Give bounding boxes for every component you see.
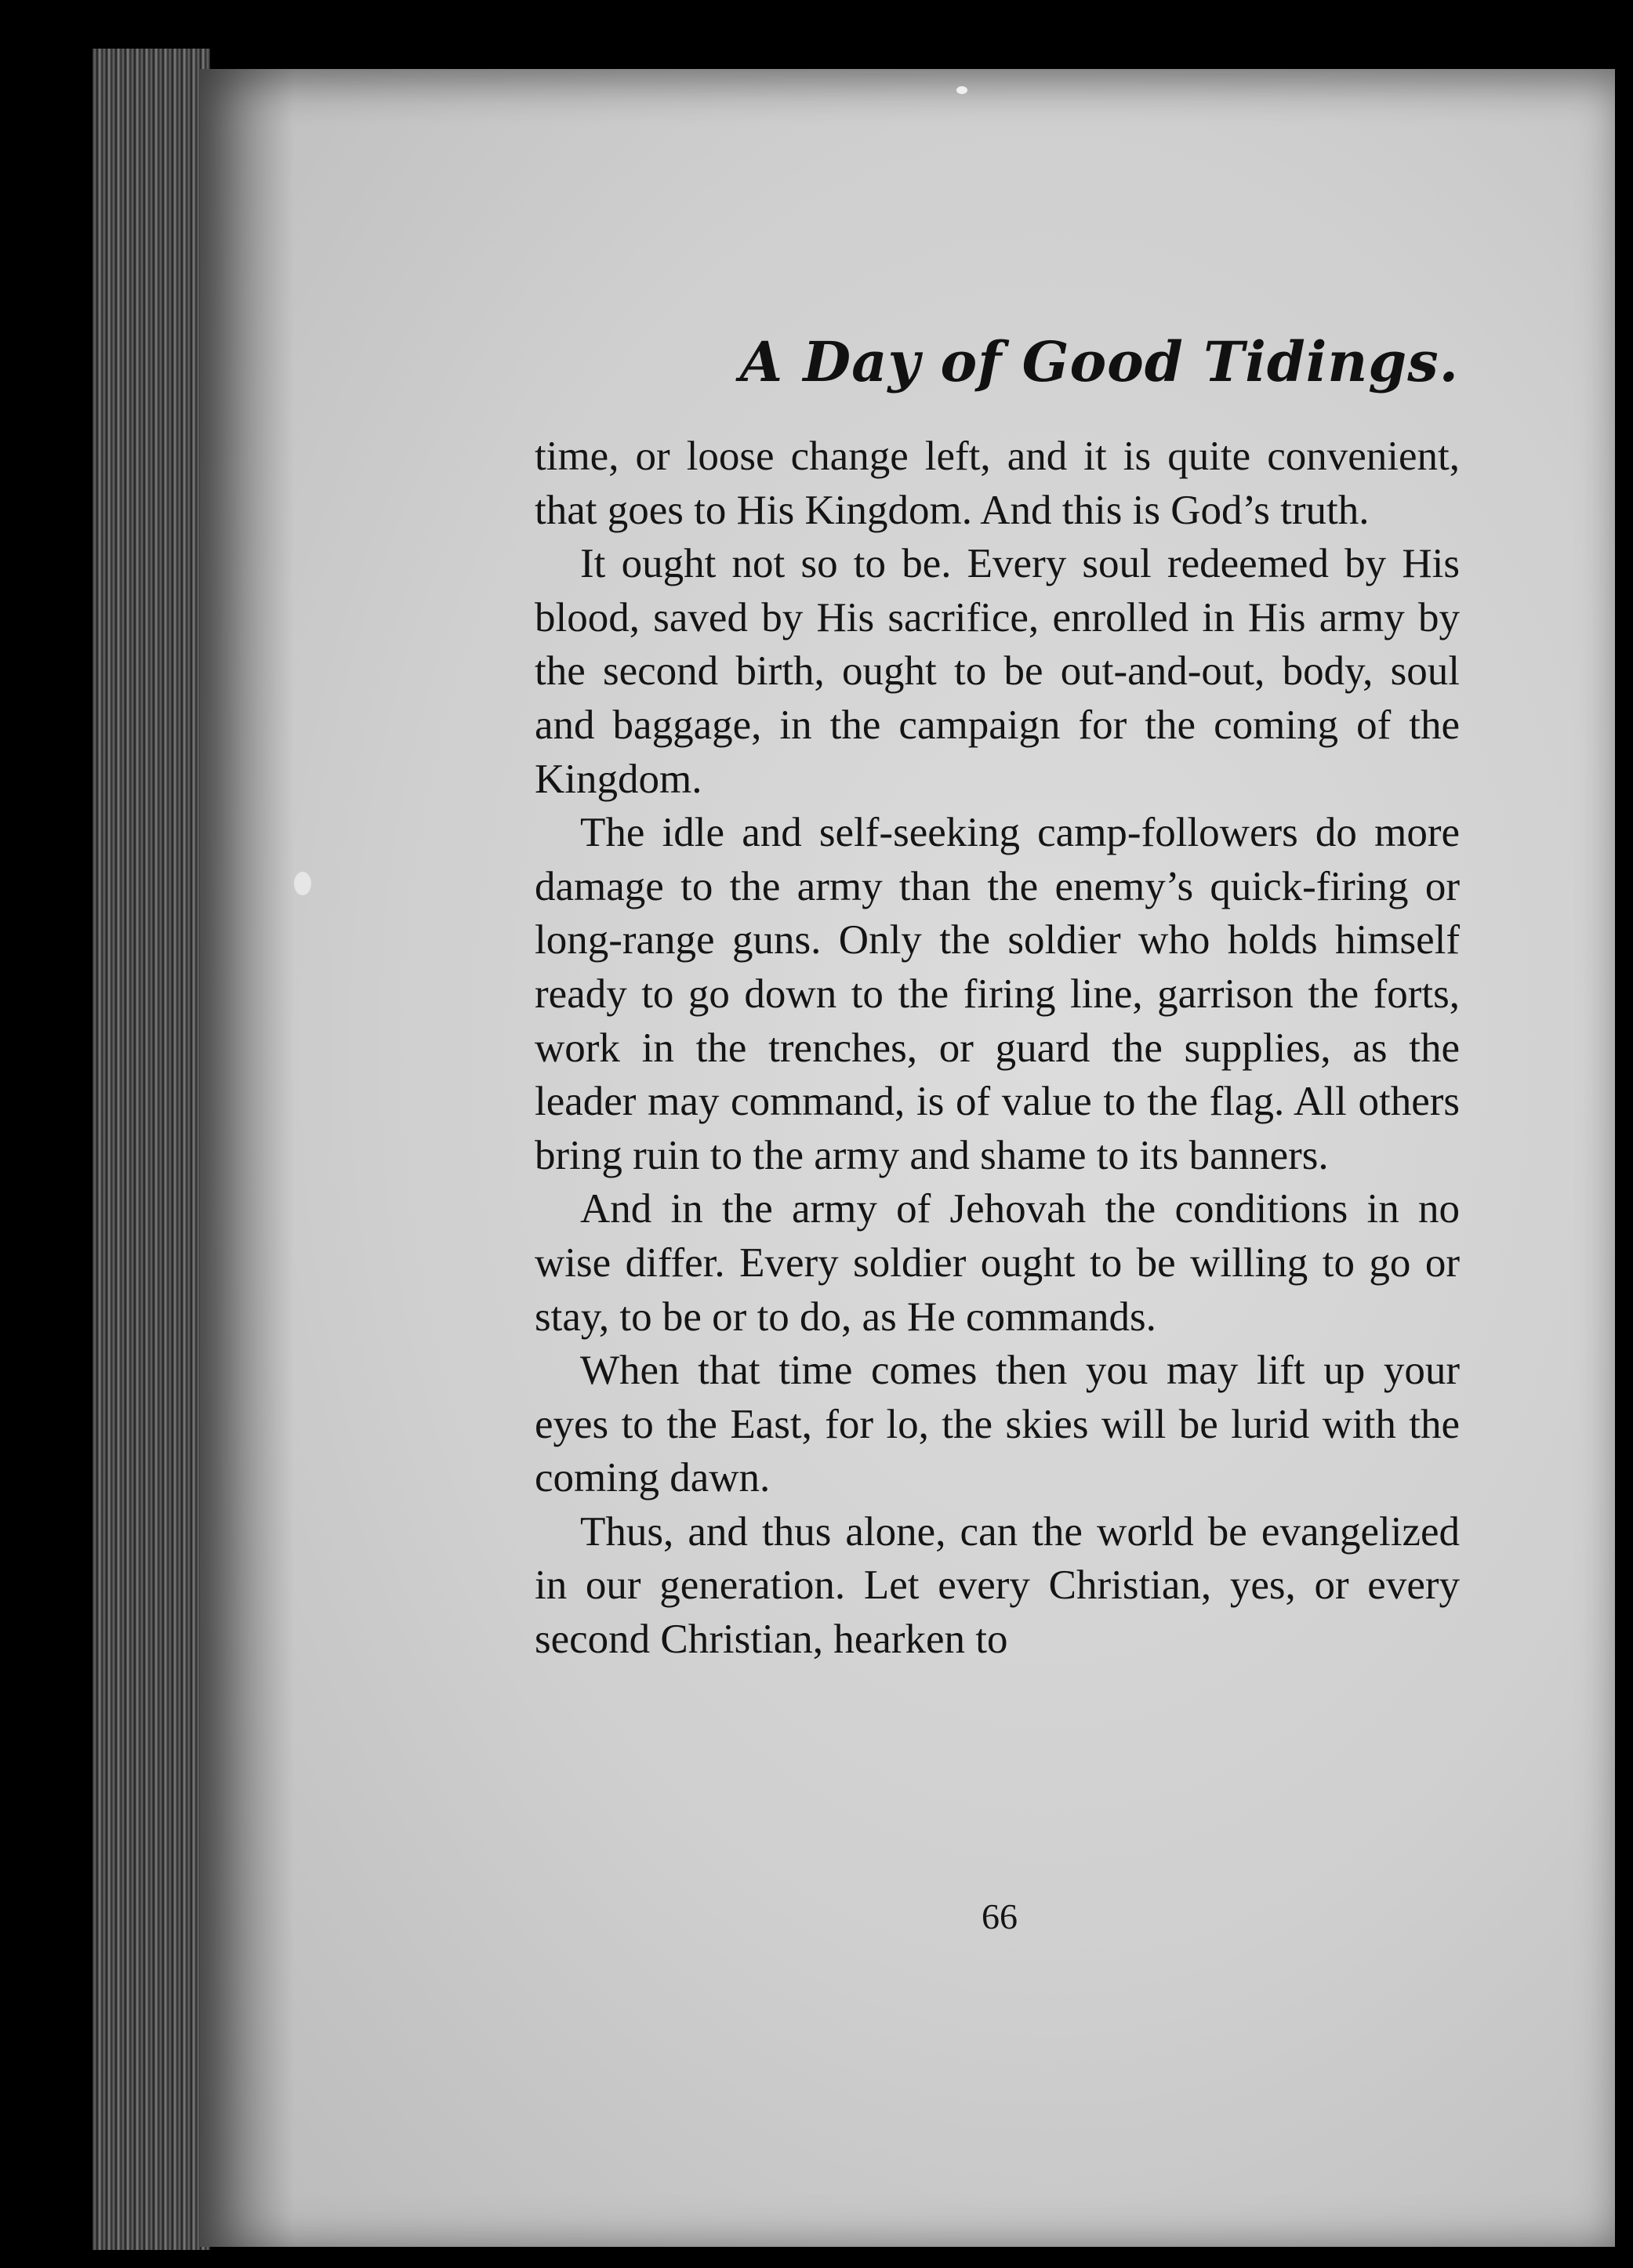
- page-number: 66: [982, 1896, 1018, 1936]
- body-text: [535, 430, 1460, 1667]
- dust-speck: [294, 872, 311, 895]
- paragraph: It ought not so to be. Every soul redeemed by His blood, saved by His sacrifice, enrolled in His army by the second birth, ought to be out-and-out, body, soul and baggage, in the campaign for the coming of the Kingdom.: [535, 541, 1460, 802]
- gutter-shadow: [200, 69, 294, 2247]
- paragraph: The idle and self-seeking camp-followers do more damage to the army than the enemy’s quick-firing or long-range guns. Only the soldier who holds himself ready to go down to the firing line, garrison the forts, work in the trenches, or guard the supplies, as the leader may command, is of value to the flag. All others bring ruin to the army and shame to its banners.: [535, 810, 1460, 1178]
- paragraph: time, or loose change left, and it is quite convenient, that goes to His Kingdom. And this is God’s truth.: [535, 434, 1460, 533]
- page-edges: [93, 49, 210, 2250]
- dust-speck: [956, 86, 967, 94]
- paragraph: When that time comes then you may lift up your eyes to the East, for lo, the skies will be lurid with the coming dawn.: [535, 1348, 1460, 1501]
- paragraph: Thus, and thus alone, can the world be evangelized in our generation. Let every Christian, yes, or every second Christian, hearken to: [535, 1508, 1460, 1663]
- paragraph: And in the army of Jehovah the conditions in no wise differ. Every soldier ought to be willing to go or stay, to be or to do, as He commands.: [535, 1186, 1460, 1340]
- running-head: A Day of Good Tidings.: [739, 329, 1459, 394]
